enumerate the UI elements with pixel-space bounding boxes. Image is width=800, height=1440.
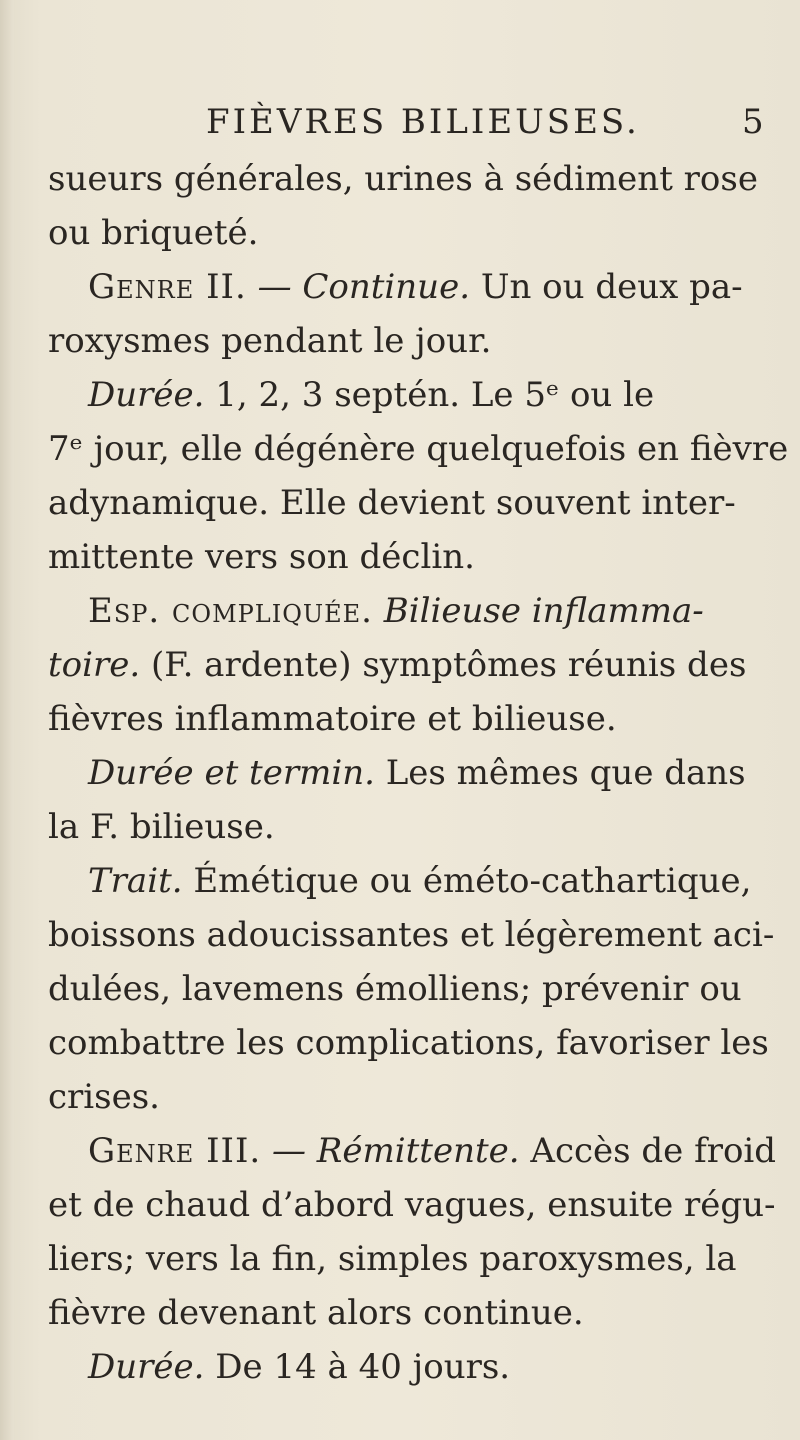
text-line: adynamique. Elle devient souvent inter- [48, 483, 736, 523]
text-line: combattre les complications, favoriser les [48, 1023, 769, 1063]
running-title: FIÈVRES BILIEUSES. [206, 102, 640, 142]
text-line: dulées, lavemens émolliens; prévenir ou [48, 969, 742, 1009]
page-gutter [0, 0, 14, 1440]
text-line: fièvre devenant alors continue. [48, 1293, 584, 1333]
text-line: sueurs générales, urines à sédiment rose [48, 159, 758, 199]
section-heading: Genre II. [88, 267, 247, 307]
text-line: mittente vers son déclin. [48, 537, 475, 577]
text-line: et de chaud d’abord vagues, ensuite régu- [48, 1185, 776, 1225]
text-line: la F. bilieuse. [48, 807, 275, 847]
text-line: Durée et termin. Les mêmes que dans [88, 753, 746, 793]
text-line: roxysmes pendant le jour. [48, 321, 492, 361]
text-line: Genre II. — Continue. Un ou deux pa- [88, 267, 743, 307]
section-heading: Genre III. [88, 1131, 262, 1171]
section-heading: Esp. compliquée. [88, 591, 373, 631]
text-line: boissons adoucissantes et légèrement aci- [48, 915, 775, 955]
text-line: liers; vers la fin, simples paroxysmes, la [48, 1239, 737, 1279]
text-line: ou briqueté. [48, 213, 259, 253]
text-line: Durée. 1, 2, 3 septén. Le 5ᵉ ou le [88, 375, 655, 415]
text-line: toire. (F. ardente) symptômes réunis des [48, 645, 747, 685]
text-line: Trait. Émétique ou éméto-cathartique, [88, 861, 752, 901]
text-line: Genre III. — Rémittente. Accès de froid [88, 1131, 777, 1171]
text-line: crises. [48, 1077, 160, 1117]
text-line: Durée. De 14 à 40 jours. [88, 1347, 511, 1387]
text-line: fièvres inflammatoire et bilieuse. [48, 699, 617, 739]
text-line: Esp. compliquée. Bilieuse inflamma- [88, 591, 704, 631]
page-number: 5 [742, 102, 764, 142]
page-header [0, 102, 800, 152]
body-text [48, 152, 789, 1394]
text-line: 7ᵉ jour, elle dégénère quelquefois en fièvre [48, 429, 789, 469]
